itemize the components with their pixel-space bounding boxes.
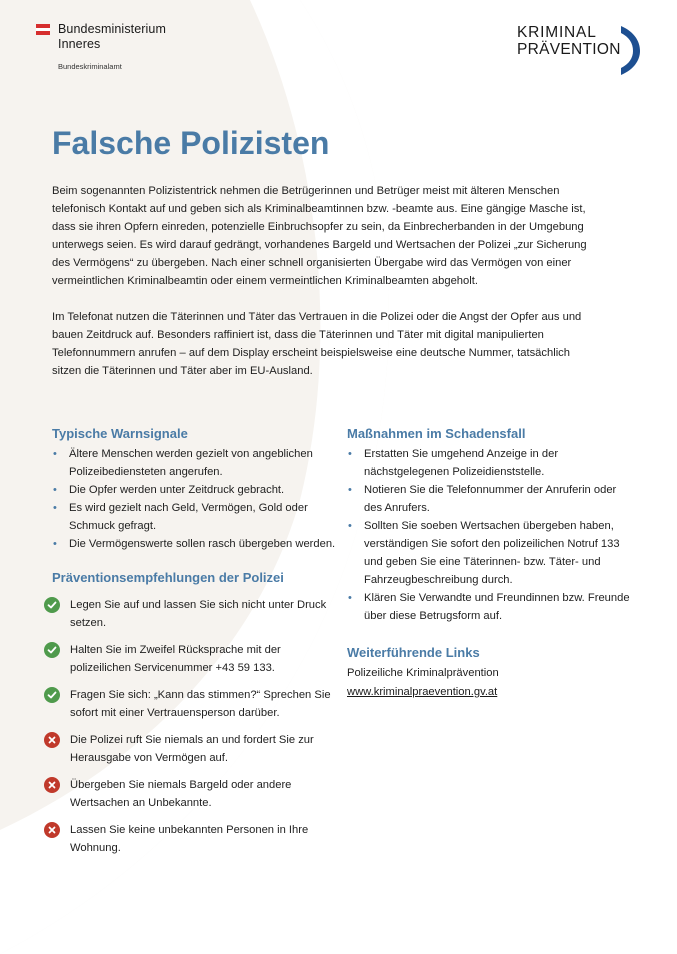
list-item: • Notieren Sie die Telefonnummer der Anruferin oder des Anrufers. bbox=[347, 481, 637, 517]
warnsignale-heading: Typische Warnsignale bbox=[52, 426, 188, 441]
ministry-name-line-2: Inneres bbox=[58, 37, 101, 51]
check-icon bbox=[44, 687, 60, 703]
check-icon bbox=[44, 597, 60, 613]
recommendation-item bbox=[52, 641, 342, 677]
massnahmen-list bbox=[347, 445, 637, 625]
recommendation-item bbox=[52, 821, 342, 857]
links-heading: Weiterführende Links bbox=[347, 645, 480, 660]
recommendation-text: Halten Sie im Zweifel Rücksprache mit der polizeilichen Servicenummer +43 59 133. bbox=[70, 644, 281, 674]
recommendation-text: Fragen Sie sich: „Kann das stimmen?“ Sprechen Sie sofort mit einer Vertrauensperson darüber. bbox=[70, 689, 331, 719]
list-item: • Die Opfer werden unter Zeitdruck gebracht. bbox=[52, 481, 342, 499]
intro-text bbox=[52, 182, 592, 398]
austria-flag-icon bbox=[36, 24, 50, 35]
list-item: • Die Vermögenswerte sollen rasch übergeben werden. bbox=[52, 535, 342, 553]
left-column bbox=[52, 426, 342, 866]
right-column bbox=[347, 426, 637, 701]
kp-logo-line-1: KRIMINAL bbox=[517, 24, 597, 41]
kp-arc-icon bbox=[619, 24, 641, 76]
intro-paragraph-2: Im Telefonat nutzen die Täterinnen und Täter das Vertrauen in die Polizei oder die Angst der Opfer aus und bauen Zeitdruck auf. Besonders raffiniert ist, dass die Täterinnen und Täter mit digital manipulierten Telefonnummern anrufen – auf dem Display erscheint beispielsweise eine deutsche Nummer, tatsächlich sitzen die Täterinnen und Täter aber im EU-Ausland. bbox=[52, 311, 582, 377]
kriminalpraevention-link[interactable]: www.kriminalpraevention.gv.at bbox=[347, 686, 498, 698]
list-item: • Sollten Sie soeben Wertsachen übergeben haben, verständigen Sie sofort den polizeilichen Notruf 133 und geben Sie eine Täterinnen- bzw. Täter- und Fahrzeugbeschreibung durch. bbox=[347, 517, 637, 589]
recommendation-text: Übergeben Sie niemals Bargeld oder andere Wertsachen an Unbekannte. bbox=[70, 779, 292, 809]
ministry-name bbox=[58, 22, 166, 52]
links-label: Polizeiliche Kriminalprävention bbox=[347, 667, 499, 679]
page-title: Falsche Polizisten bbox=[52, 125, 330, 161]
recommendation-item bbox=[52, 776, 342, 812]
recommendation-item bbox=[52, 731, 342, 767]
praevention-list bbox=[52, 596, 342, 857]
warnsignale-list bbox=[52, 445, 342, 553]
cross-icon bbox=[44, 822, 60, 838]
recommendation-text: Lassen Sie keine unbekannten Personen in Ihre Wohnung. bbox=[70, 824, 309, 854]
recommendation-text: Die Polizei ruft Sie niemals an und fordert Sie zur Herausgabe von Vermögen auf. bbox=[70, 734, 314, 764]
cross-icon bbox=[44, 732, 60, 748]
cross-icon bbox=[44, 777, 60, 793]
list-item: • Erstatten Sie umgehend Anzeige in der nächstgelegenen Polizeidienststelle. bbox=[347, 445, 637, 481]
ministry-subtitle: Bundeskriminalamt bbox=[58, 62, 122, 71]
recommendation-item bbox=[52, 686, 342, 722]
recommendation-item bbox=[52, 596, 342, 632]
ministry-name-line-1: Bundesministerium bbox=[58, 22, 166, 36]
kriminalpraevention-logo bbox=[517, 24, 641, 78]
recommendation-text: Legen Sie auf und lassen Sie sich nicht unter Druck setzen. bbox=[70, 599, 327, 629]
praevention-heading: Präventionsempfehlungen der Polizei bbox=[52, 570, 284, 585]
check-icon bbox=[44, 642, 60, 658]
intro-paragraph-1: Beim sogenannten Polizistentrick nehmen die Betrügerinnen und Betrüger meist mit älteren Menschen telefonisch Kontakt auf und geben sich als Kriminalbeamtinnen bzw. -beamte aus. Eine gängige Masche ist, dass sie ihren Opfern einreden, potenzielle Einbruchsopfer zu sein, da Einbrecherbanden in der Umgebung unterwegs seien. Es wird darauf gedrängt, vorhandenes Bargeld und Wertsachen der Polizei „zur Sicherung des Vermögens“ zu übergeben. Nach einer schnell organisierten Übergabe wird das Vermögen von einer vermeintlichen Kriminalbeamtin oder einem vermeintlichen Kriminalbeamten abgeholt. bbox=[52, 185, 587, 287]
kp-logo-line-2: PRÄVENTION bbox=[517, 41, 621, 58]
list-item: • Klären Sie Verwandte und Freundinnen bzw. Freunde über diese Betrugsform auf. bbox=[347, 589, 637, 625]
massnahmen-heading: Maßnahmen im Schadensfall bbox=[347, 426, 526, 441]
list-item: • Ältere Menschen werden gezielt von angeblichen Polizeibediensteten angerufen. bbox=[52, 445, 342, 481]
list-item: • Es wird gezielt nach Geld, Vermögen, Gold oder Schmuck gefragt. bbox=[52, 499, 342, 535]
